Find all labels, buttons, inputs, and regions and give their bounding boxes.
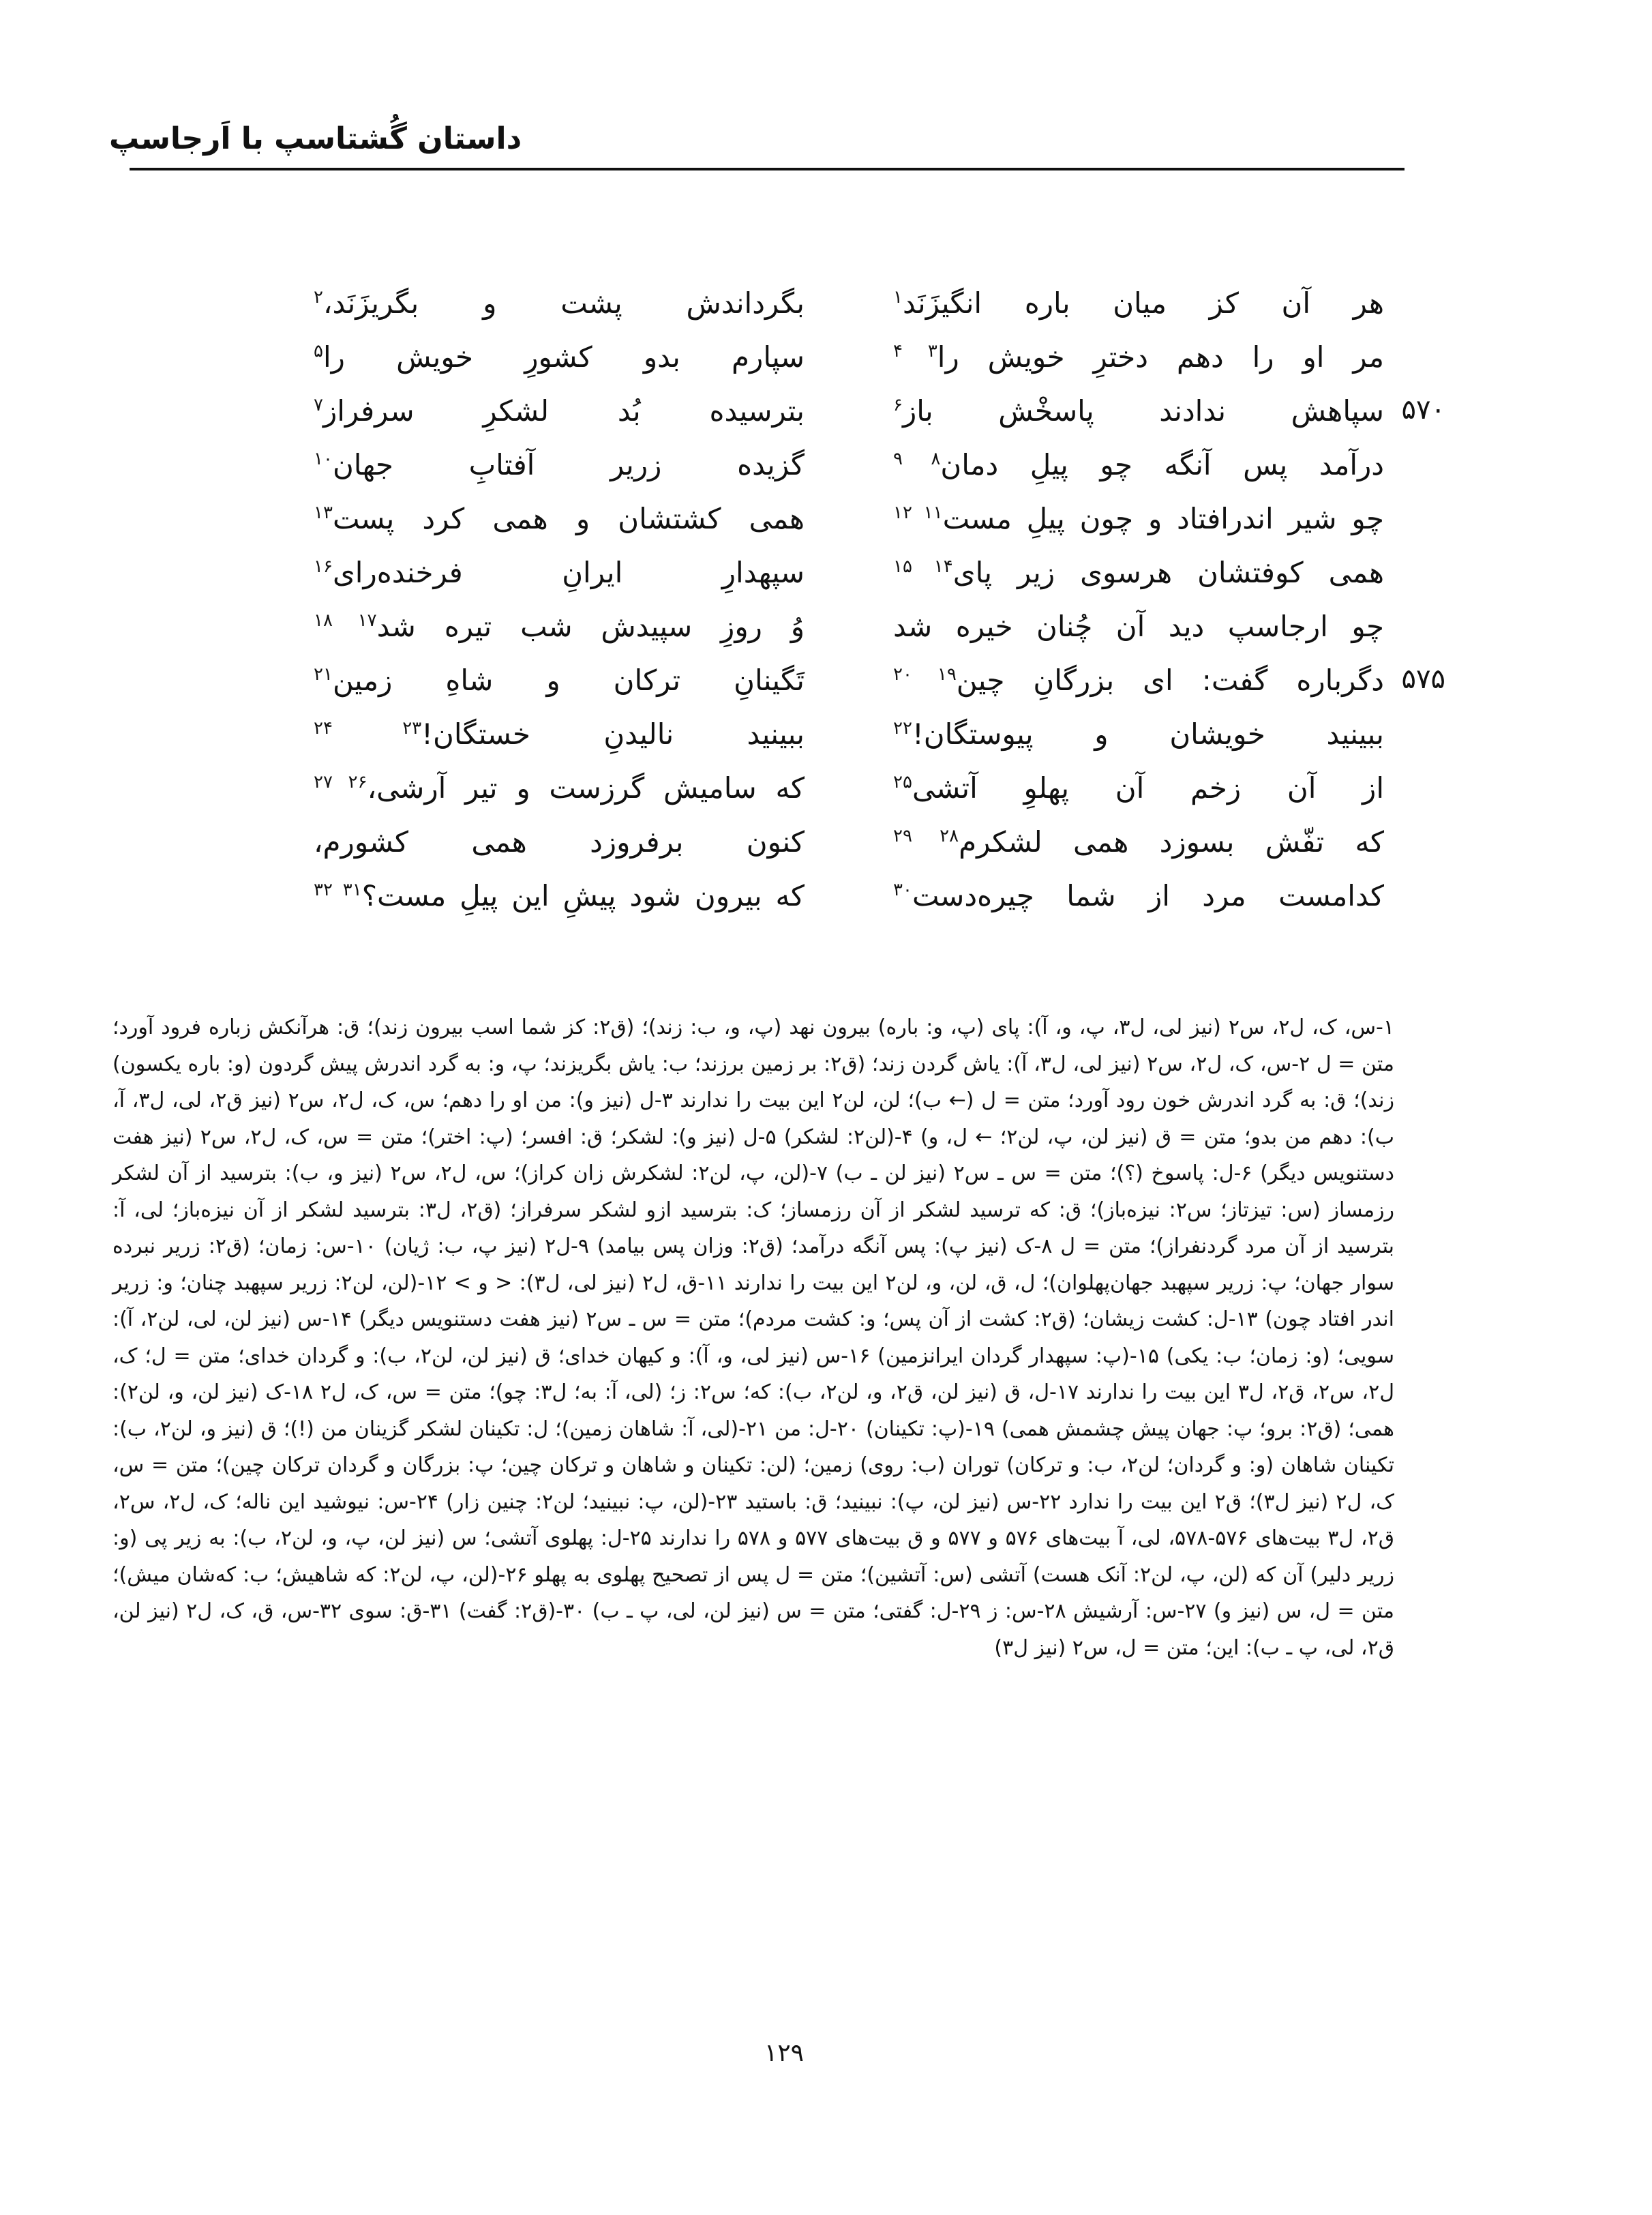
footnote-marker: ۱۹ ۲۰ [893, 664, 957, 685]
footnote-marker: ۲۵ [893, 772, 912, 792]
hemistich-left: که بیرون شود پیشِ این پیلِ مست؟$^{۳۱ ۳۲}$ [314, 879, 805, 912]
hemistich-right: چو شیر اندرافتاد و چون پیلِ مست$^{۱۱ ۱۲}$ [893, 502, 1384, 535]
hemistich-right: همی کوفتشان هرسوی زیر پای$^{۱۴ ۱۵}$ [893, 556, 1385, 589]
footnote-marker: ۲ [314, 287, 323, 308]
hemistich-right: از آن زخم آن پهلوِ آتشی$^{۲۵}$ [893, 771, 1384, 805]
hemistich-right: هر آن کز میان باره انگیزَنَد$^۱$ [893, 286, 1384, 320]
hemistich-left: گزیده زریر آفتابِ جهان$^{۱۰}$ [314, 448, 805, 481]
hemistich-left: کنون برفروزد همی کشورم، [314, 825, 805, 859]
hemistich-right: درآمد پس آنگه چو پیلِ دمان$^{۸ ۹}$ [893, 448, 1385, 481]
footnote-marker: ۲۳ ۲۴ [314, 718, 422, 739]
hemistich-right: که تفّش بسوزد همی لشکرم$^{۲۸ ۲۹}$ [893, 825, 1385, 859]
page-number: ۱۲۹ [764, 2039, 804, 2067]
footnote-marker: ۳۰ [893, 880, 912, 900]
hemistich-left: بترسیده بُد لشکرِ سرفراز$^۷$ [314, 394, 805, 428]
hemistich-right: دگرباره گفت: ای بزرگانِ چین$^{۱۹ ۲۰}$ [893, 664, 1384, 697]
hemistich-right: چو ارجاسپ دید آن چُنان خیره شد [893, 610, 1384, 643]
hemistich-right: مر او را دهم دخترِ خویش را$^{۳ ۴}$ [893, 340, 1385, 374]
footnote-marker: ۱۳ [314, 503, 333, 523]
hemistich-left: همی کشتشان و همی کرد پست$^{۱۳}$ [314, 502, 805, 535]
hemistich-left: بگرداندش پشت و بگریزَنَد،$^۲$ [314, 286, 805, 320]
hemistich-left: وُ روزِ سپیدش شب تیره شد$^{۱۷ ۱۸}$ [314, 610, 805, 643]
couplet [225, 502, 1384, 556]
footnote-marker: ۵ [314, 341, 323, 361]
couplet [225, 610, 1384, 664]
couplet [225, 394, 1445, 448]
footnote-marker: ۸ ۹ [893, 449, 941, 469]
footnote-marker: ۱۶ [314, 556, 333, 577]
couplet [225, 448, 1384, 502]
footnote-marker: ۱۱ ۱۲ [893, 503, 943, 523]
hemistich-left: ببینید نالیدنِ خستگان!$^{۲۳ ۲۴}$ [314, 717, 805, 751]
hemistich-left: که سامیش گرزست و تیر آرشی،$^{۲۶ ۲۷}$ [314, 771, 805, 805]
header-divider [130, 168, 1405, 170]
footnote-marker: ۳ ۴ [893, 341, 937, 361]
critical-apparatus-footnotes: ۱-س، ک، ل۲، س۲ (نیز لی، ل۳، پ، و، آ): پای (پ، و: باره) بیرون نهد (پ، و، ب: زند)؛ (ق۲: کز شما اسب بیرون زند)؛ ق: هرآنکش زباره فرود آورد؛ متن = ل ۲-س، ک، ل۲، س۲ (نیز لی، ل۳، آ): یاش گردن زند؛ (ق۲: بر زمین برزند؛ ب: یاش بگریزند؛ پ، و: به گرد اندرش پیش گردون (و: باره یکسون) زند)؛ ق: به گرد اندرش خون رود آورد؛ متن = ل (← ب)؛ لن، لن۲ این بیت را ندارند ۳-ل (نیز و): من او را دهم؛ س، ک، ل۲، س۲ (نیز ق۲، لی، ل۳، آ، ب): دهم من بدو؛ متن = ق (نیز لن، پ، لن۲؛ ← ل، و) ۴-(لن۲: لشکر) ۵-ل (نیز و): لشکر؛ ق: افسر؛ (پ: اختر)؛ متن = س، ک، ل۲، س۲ (نیز هفت دستنویس دیگر) ۶-ل: پاسوخ (؟)؛ متن = س ـ س۲ (نیز لن ـ ب) ۷-(لن، پ، لن۲: لشکرش زان کراز)؛ س، ل۲، س۲ (نیز و، ب): بترسید از آن لشکر رزمساز (س: تیزتاز؛ س۲: نیزه‌باز)؛ ق: که ترسید لشکر از آن رزمساز؛ ک: بترسید ازو لشکر سرفراز؛ (ق۲، ل۳: بترسید لشکر از آن نیزه‌باز؛ لی، آ: بترسید از آن مرد گردنفراز)؛ متن = ل ۸-ک (نیز پ): پس آنگه درآمد؛ (ق۲: وزان پس بیامد) ۹-ل۲ (نیز پ، ب: ژیان) ۱۰-س: زمان؛ (ق۲: زریر نبرده سوار جهان؛ پ: زریر سپهبد جهان‌پهلوان)؛ ل، ق، لن، و، لن۲ این بیت را ندارند ۱۱-ق، ل۲ (نیز لی، ل۳): < و > ۱۲-(لن، لن۲: زریر سپهبد چنان؛ و: زریر اندر افتاد چون) ۱۳-ل: کشت زیشان؛ (ق۲: کشت از آن پس؛ و: کشت مردم)؛ متن = س ـ س۲ (نیز هفت دستنویس دیگر) ۱۴-س (نیز لن، لی، لن۲، آ): سویی؛ (و: زمان؛ ب: یکی) ۱۵-(پ: سپهدار گردان ایرانزمین) ۱۶-س (نیز لی، و، آ): و کیهان خدای؛ ق (نیز لن، لن۲، ب): و گردان خدای؛ متن = ل؛ ک، ل۲، س۲، ق۲، ل۳ این بیت را ندارند ۱۷-ل، ق (نیز لن، ق۲، و، لن۲، ب): که؛ س۲: ز؛ (لی، آ: به؛ ل۳: چو)؛ متن = س، ک، ل۲ ۱۸-ک (نیز لن، و، لن۲): همی؛ (ق۲: برو؛ پ: جهان پیش چشمش همی) ۱۹-(پ: تکینان) ۲۰-ل: من ۲۱-(لی، آ: شاهان زمین)؛ ل: تکینان لشکر گزینان من (!)؛ ق (نیز و، لن۲، ب): تکینان شاهان (و: و گردان؛ لن۲، ب: و ترکان) توران (ب: روی) زمین؛ (لن: تکینان و شاهان و ترکان چین؛ پ: بزرگان و گردان ترکان چین)؛ متن = س، ک، ل۲ (نیز ل۳)؛ ق۲ این بیت را ندارد ۲۲-س (نیز لن، پ): نبینید؛ ق: باستید ۲۳-(لن، پ: نبینید؛ لن۲: چنین زار) ۲۴-س: نیوشید این ناله؛ ک، ل۲، س۲، ق۲، ل۳ بیت‌های ۵۷۶-۵۷۸، لی، آ بیت‌های ۵۷۶ و ۵۷۷ و ق بیت‌های ۵۷۷ و ۵۷۸ را ندارند ۲۵-ل: پهلوی آتشی؛ س (نیز لن، پ، و، لن۲، ب): به زیر پی (و: زریر دلیر) آن که (لن، پ، لن۲: آنک هست) آتشی (س: آتشین)؛ متن = ل پس از تصحیح پهلوی به پهلو ۲۶-(لن، پ، لن۲: که شاهیش؛ ب: که‌شان میش)؛ متن = ل، س (نیز و) ۲۷-س: آرشیش ۲۸-س: ز ۲۹-ل: گفتی؛ متن = س (نیز لن، لی، پ ـ ب) ۳۰-(ق۲: گفت) ۳۱-ق: سوی ۳۲-س، ق، ک، ل۲ (نیز لن، ق۲، لی، پ ـ ب): این؛ متن = ل، س۲ (نیز ل۳) [112, 1015, 1395, 1660]
couplet [225, 717, 1384, 771]
footnote-marker: ۱۰ [314, 449, 333, 469]
footnote-marker: ۲۸ ۲۹ [893, 826, 959, 846]
couplet [225, 340, 1384, 394]
footnote-marker: ۱۴ ۱۵ [893, 556, 953, 577]
verse-number: ۵۷۵ [1401, 664, 1445, 695]
footnote-marker: ۱ [893, 287, 903, 308]
couplet [225, 879, 1384, 933]
verse-number: ۵۷۰ [1401, 394, 1445, 426]
footnote-marker: ۳۱ ۳۲ [314, 880, 362, 900]
couplet [225, 825, 1384, 879]
hemistich-left: سپارم بدو کشورِ خویش را$^۵$ [314, 340, 805, 374]
couplet [225, 556, 1384, 610]
hemistich-right: ببینید خویشان و پیوستگان!$^{۲۲}$ [893, 717, 1384, 751]
footnote-marker: ۲۱ [314, 664, 333, 685]
hemistich-left: تَگینانِ ترکان و شاهِ زمین$^{۲۱}$ [314, 664, 805, 697]
footnote-marker: ۱۷ ۱۸ [314, 610, 377, 631]
hemistich-right: سپاهش ندادند پاسخْش باز$^۶$ [893, 394, 1384, 428]
running-header-title: داستان گُشتاسپ با اَرجاسپ [109, 121, 522, 156]
footnote-marker: ۲۲ [893, 718, 912, 739]
couplet [225, 286, 1384, 340]
hemistich-left: سپهدارِ ایرانِ فرخنده‌رای$^{۱۶}$ [314, 556, 805, 589]
hemistich-right: کدامست مرد از شما چیره‌دست$^{۳۰}$ [893, 879, 1384, 912]
verse-columns [225, 286, 1445, 933]
couplet [225, 664, 1445, 717]
footnote-marker: ۶ [893, 395, 903, 415]
footnote-marker: ۲۶ ۲۷ [314, 772, 367, 792]
footnote-marker: ۷ [314, 395, 323, 415]
couplet [225, 771, 1384, 825]
